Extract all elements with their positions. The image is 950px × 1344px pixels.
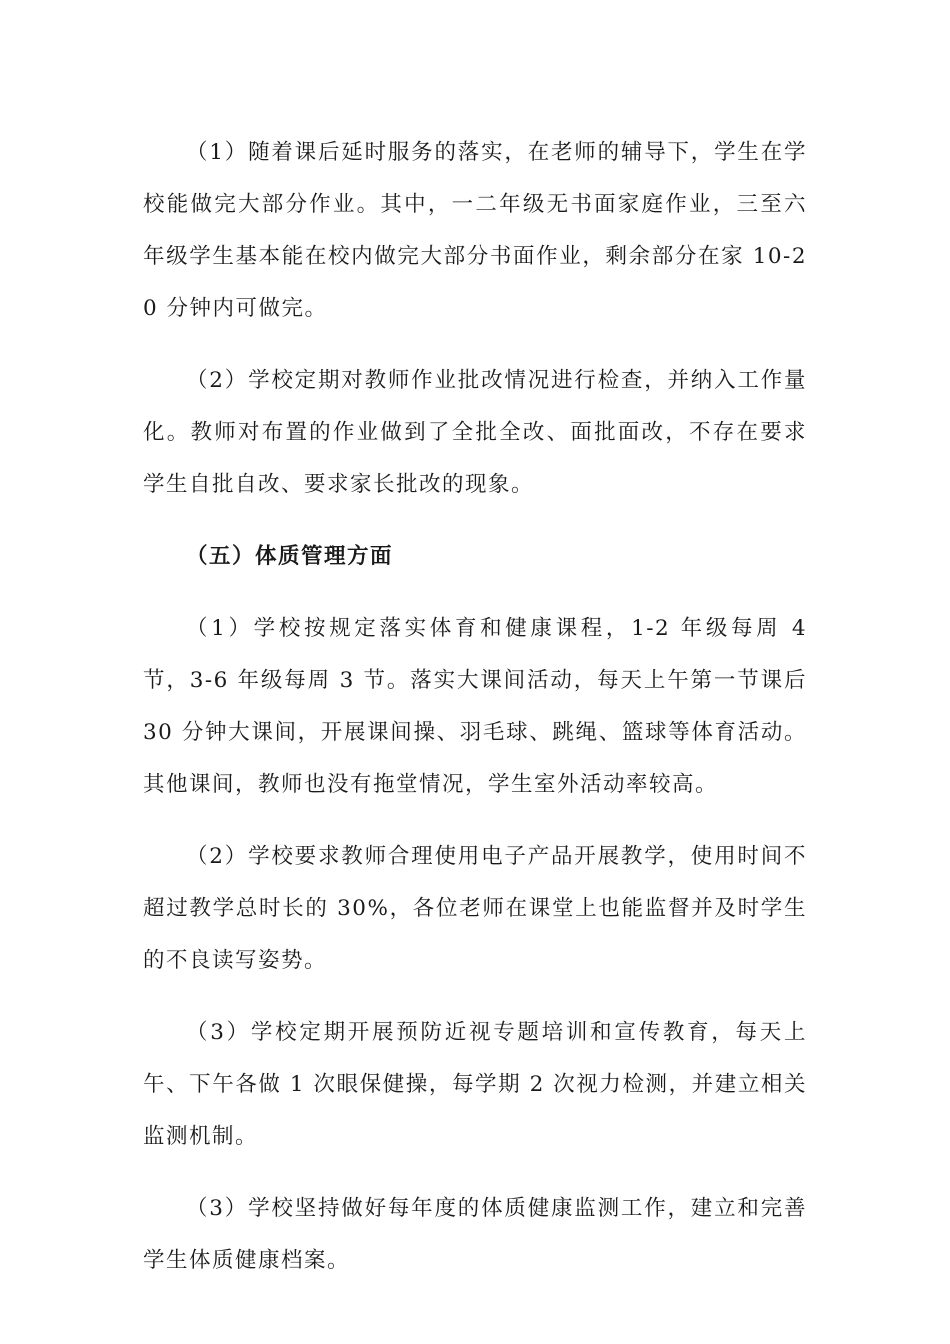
paragraph-health-monitoring: （3）学校坚持做好每年度的体质健康监测工作，建立和完善学生体质健康档案。 <box>143 1196 807 1273</box>
paragraph-myopia-prevention: （3）学校定期开展预防近视专题培训和宣传教育，每天上午、下午各做 1 次眼保健操，每学期 2 次视力检测，并建立相关监测机制。 <box>143 1020 807 1149</box>
section-heading-physical-management: （五）体质管理方面 <box>186 544 394 569</box>
paragraph-homework-completion: （1）随着课后延时服务的落实，在老师的辅导下，学生在学校能做完大部分作业。其中，一二年级无书面家庭作业，三至六年级学生基本能在校内做完大部分书面作业，剩余部分在家 10-20 分钟内可做完。 <box>143 140 807 321</box>
paragraph-electronic-devices: （2）学校要求教师合理使用电子产品开展教学，使用时间不超过教学总时长的 30%，各位老师在课堂上也能监督并及时学生的不良读写姿势。 <box>143 844 807 973</box>
document-body <box>143 127 807 1307</box>
paragraph-homework-grading: （2）学校定期对教师作业批改情况进行检查，并纳入工作量化。教师对布置的作业做到了全批全改、面批面改，不存在要求学生自批自改、要求家长批改的现象。 <box>143 368 807 497</box>
paragraph-pe-courses: （1）学校按规定落实体育和健康课程，1-2 年级每周 4 节，3-6 年级每周 3 节。落实大课间活动，每天上午第一节课后 30 分钟大课间，开展课间操、羽毛球、跳绳、篮球等体育活动。其他课间，教师也没有拖堂情况，学生室外活动率较高。 <box>143 616 807 797</box>
